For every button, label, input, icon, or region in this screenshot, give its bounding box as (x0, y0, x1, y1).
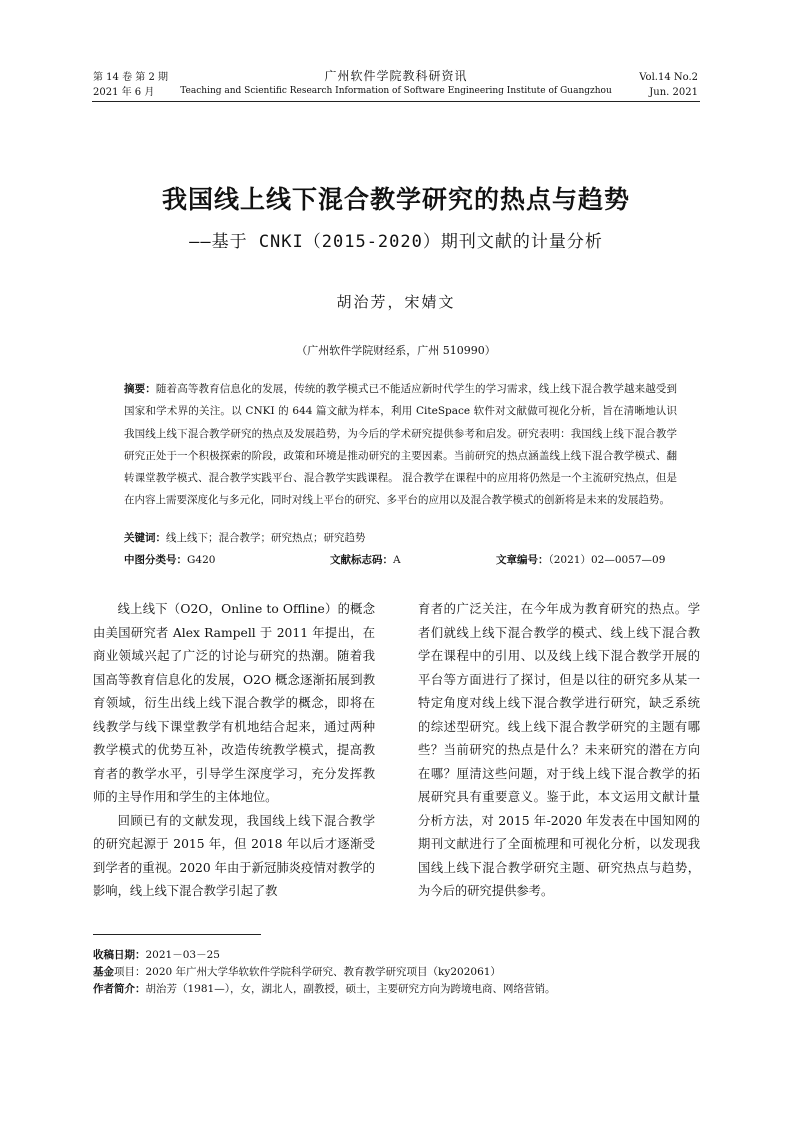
header-journal-cn: 广州软件学院教科研资讯 (324, 69, 468, 83)
footnotes (93, 947, 713, 998)
article-title: 我国线上线下混合教学研究的热点与趋势 (161, 185, 630, 214)
header-date-en: Jun. 2021 (649, 87, 698, 98)
abstract (124, 378, 677, 512)
body-paragraph: 线上线下（O2O，Online to Offline）的概念由美国研究者 Alex Rampell 于 2011 年提出，在商业领域兴起了广泛的讨论与研究的热潮。随着我国高等教育信息化的发展，O2O 概念逐渐拓展到教育领域，衍生出线上线下混合教学的概念，即将在线教学与线下课堂教学有机地结合起来，通过两种教学模式的优势互补，改造传统教学模式，提高教育者的教学水平，引导学生深度学习，充分发挥教师的主导作用和学生的主体地位。 (93, 602, 375, 804)
article-subtitle: ——基于 CNKI（2015-2020）期刊文献的计量分析 (189, 232, 603, 252)
footnote-received (93, 947, 713, 964)
abstract-label: 摘要： (124, 383, 156, 395)
abstract-text: 随着高等教育信息化的发展，传统的教学模式已不能适应新时代学生的学习需求，线上线下混合教学越来越受到国家和学术界的关注。以 CNKI 的 644 篇文献为样本，利用 CiteSpace 软件对文献做可视化分析，旨在清晰地认识我国线上线下混合教学研究的热点及发展趋势，为今后的学术研究提供参考和启发。研究表明：我国线上线下混合教学研究正处于一个积极探索的阶段，政策和环境是推动研究的主要因素。当前研究的热点涵盖线上线下混合教学模式、翻转课堂教学模式、混合教学实践平台、混合教学实践课程。 混合教学在课程中的应用将仍然是一个主流研究热点，但是在内容上需要深度化与多元化，同时对线上平台的研究、多平台的应用以及混合教学模式的创新将是未来的发展趋势。 (124, 383, 678, 507)
header-volume-en: Vol.14 No.2 (639, 72, 698, 83)
body-paragraph: 回顾已有的文献发现，我国线上线下混合教学的研究起源于 2015 年，但 2018 年以后才逐渐受到学者的重视。2020 年由于新冠肺炎疫情对教学的影响，线上线下混合教学引起了教 (93, 813, 375, 898)
received-value: 2021－03－25 (145, 949, 220, 961)
article-number-label: 文章编号： (496, 554, 549, 566)
header-journal-en: Teaching and Scientific Research Information of Software Engineering Institute of Guangzhou (180, 86, 612, 96)
header-volume-en-block (639, 70, 698, 100)
footnote-rule (93, 934, 261, 935)
author-label: 作者简介： (93, 983, 146, 995)
header-journal-block (180, 69, 612, 99)
header-volume-block (93, 70, 168, 100)
footnote-author (93, 981, 713, 998)
body-left-column (93, 598, 375, 904)
body-paragraph: 育者的广泛关注，在今年成为教育研究的热点。学者们就线上线下混合教学的模式、线上线下混合教学在课程中的引用、以及线上线下混合教学开展的平台等方面进行了探讨，但是以往的研究多从某一特定角度对线上线下混合教学进行研究，缺乏系统的综述型研究。线上线下混合教学研究的主题有哪些？当前研究的热点是什么？未来研究的潜在方向在哪？厘清这些问题，对于线上线下混合教学的拓展研究具有重要意义。鉴于此，本文运用文献计量分析方法，对 2015 年-2020 年发表在中国知网的期刊文献进行了全面梳理和可视化分析，以发现我国线上线下混合教学研究主题、研究热点与趋势，为今后的研究提供参考。 (418, 602, 700, 898)
doc-code (330, 551, 401, 569)
header-date-cn: 2021 年 6 月 (93, 87, 155, 98)
keywords-text: 线上线下；混合教学；研究热点；研究趋势 (166, 532, 366, 544)
header-rule (92, 101, 700, 102)
article-affiliation: （广州软件学院财经系，广州 510990） (296, 344, 496, 357)
keywords (124, 529, 677, 547)
article-authors: 胡治芳，宋婧文 (336, 293, 456, 311)
article-number-value: （2021）02—0057—09 (548, 554, 666, 566)
doc-label: 文献标志码： (330, 554, 393, 566)
doc-value: A (393, 554, 401, 566)
clc-value: G420 (187, 554, 216, 566)
fund-label: 基金 (93, 966, 114, 978)
keywords-label: 关键词： (124, 532, 166, 544)
author-value: 胡治芳（1981—），女，湖北人，副教授，硕士，主要研究方向为跨境电商、网络营销。 (145, 983, 556, 995)
article-number (496, 551, 665, 569)
clc-code (124, 551, 215, 569)
received-label: 收稿日期： (93, 949, 146, 961)
header-volume: 第 14 卷 第 2 期 (93, 72, 168, 83)
fund-value: 项目：2020 年广州大学华软软件学院科学研究、教育教学研究项目（ky202061） (114, 966, 501, 978)
footnote-fund (93, 964, 713, 981)
body-right-column (418, 598, 700, 904)
clc-label: 中图分类号： (124, 554, 187, 566)
